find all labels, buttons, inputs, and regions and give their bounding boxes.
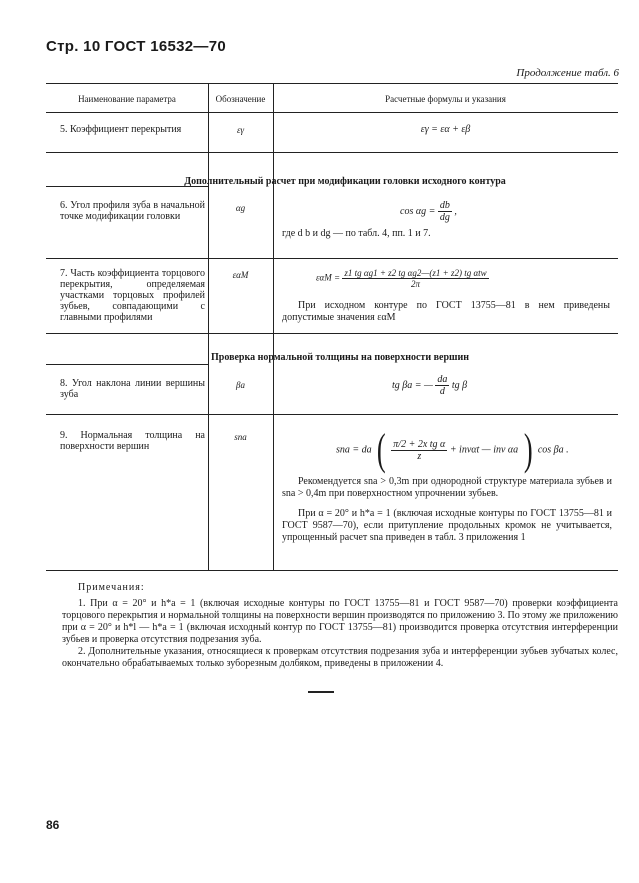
table-bottom-rule (46, 570, 618, 571)
row7-formula-denominator: 2π (411, 279, 421, 289)
row9-symbol: sna (234, 432, 247, 442)
notes-title: Примечания: (78, 582, 145, 593)
section1-left-rule (46, 186, 208, 187)
row7-parameter: 7. Часть коэффициента торцового перекрытия, определяемая участками торцовых профилей зубьев, совпадающими с главными профилями (60, 268, 205, 323)
col-divider-2 (273, 83, 274, 571)
row7-formula-lhs: εαM = (316, 272, 341, 283)
section-heading-thickness-check: Проверка нормальной толщины на поверхности вершин (211, 352, 469, 363)
page-header-title: Стр. 10 ГОСТ 16532—70 (46, 38, 226, 55)
col-header-symbol: Обозначение (215, 94, 266, 104)
table-continuation-label: Продолжение табл. 6 (516, 67, 619, 79)
row5-parameter: 5. Коэффициент перекрытия (60, 124, 182, 135)
row6-formula (400, 200, 457, 223)
row9-formula (336, 425, 569, 474)
note-1: 1. При α = 20° и h*a = 1 (включая исходные контуры по ГОСТ 13755—81 и ГОСТ 9587—70) проверки коэффициента торцового перекрытия и нормальной толщины на поверхности вершин производятся по приложению 3. По этому же приложению при α = 20° и h*l — h*a = 1 (включая исходный контур по ГОСТ 13755—81) производится проверка отсутствия интерференции зубьев и проверка отсутствия подрезания зуба. (62, 598, 618, 645)
row8-formula-tail: tg β (451, 379, 468, 391)
row9-formula-tail: cos βa . (537, 444, 569, 456)
row5-symbol: εγ (236, 125, 245, 135)
close-paren-glyph: ) (523, 425, 533, 474)
row9-parameter: 9. Нормальная толщина на поверхности вершин (60, 430, 205, 452)
row7-rule (46, 333, 618, 334)
row7-note: При исходном контуре по ГОСТ 13755—81 в нем приведены допустимые значения εαM (282, 300, 610, 323)
row9-formula-mid: + invαt — inv αa (449, 444, 519, 456)
table-top-rule (46, 83, 618, 84)
row9-formula-lhs: sna = da (336, 444, 372, 456)
row8-formula-denominator: d (439, 386, 445, 397)
row9-para-simplified: При α = 20° и h*a = 1 (включая исходные контуры по ГОСТ 13755—81 и ГОСТ 9587—70), если притупление продольных кромок не учитывается, упрощенный расчет sna приведен в табл. 3 приложения 1 (282, 508, 612, 543)
note-2: 2. Дополнительные указания, относящиеся к проверкам отсутствия подрезания зуба и интерференции зубьев зубчатых колес, окончательно обрабатываемых только зуборезным долбяком, приведены в приложении 4. (62, 646, 618, 669)
col-header-parameter: Наименование параметра (78, 94, 176, 104)
page-number: 86 (46, 818, 60, 832)
row9-para-recommendation: Рекомендуется sna > 0,3m при однородной структуре материала зубьев и sna > 0,4m при поверхностном упрочнении зубьев. (282, 476, 612, 499)
row8-rule (46, 414, 618, 415)
row6-formula-numerator: db (439, 200, 450, 211)
row5-formula: εγ = εα + εβ (420, 124, 471, 135)
row8-symbol: βa (236, 380, 245, 390)
row6-note: где d b и dg — по табл. 4, пп. 1 и 7. (282, 228, 431, 239)
row8-formula (392, 374, 467, 397)
col-divider-1 (208, 83, 209, 571)
row5-rule (46, 152, 618, 153)
row9-inner-denominator: z (417, 450, 422, 462)
row8-parameter: 8. Угол наклона линии вершины зуба (60, 378, 205, 400)
row6-rule (46, 258, 618, 259)
section-heading-modification: Дополнительный расчет при модификации головки исходного контура (184, 176, 506, 187)
row9-inner-numerator: π/2 + 2x tg α (393, 438, 446, 450)
row7-symbol: εαM (232, 270, 249, 280)
col-header-formulas: Расчетные формулы и указания (385, 94, 506, 104)
row7-formula (316, 268, 489, 289)
row7-formula-numerator: z1 tg αg1 + z2 tg αg2—(z1 + z2) tg αtw (344, 268, 487, 278)
open-paren-glyph: ( (377, 425, 386, 474)
row6-symbol: αg (235, 203, 246, 213)
row8-formula-numerator: da (437, 374, 448, 385)
row6-formula-lhs: cos αg = (400, 205, 436, 217)
section2-left-rule (46, 364, 208, 365)
row6-formula-denominator: dg (439, 212, 450, 223)
table-header-rule (46, 112, 618, 113)
row8-formula-lhs: tg βa = — (392, 379, 433, 391)
end-separator (308, 691, 334, 693)
row6-parameter: 6. Угол профиля зуба в начальной точке модификации головки (60, 200, 205, 222)
row6-formula-tail: , (454, 205, 457, 217)
